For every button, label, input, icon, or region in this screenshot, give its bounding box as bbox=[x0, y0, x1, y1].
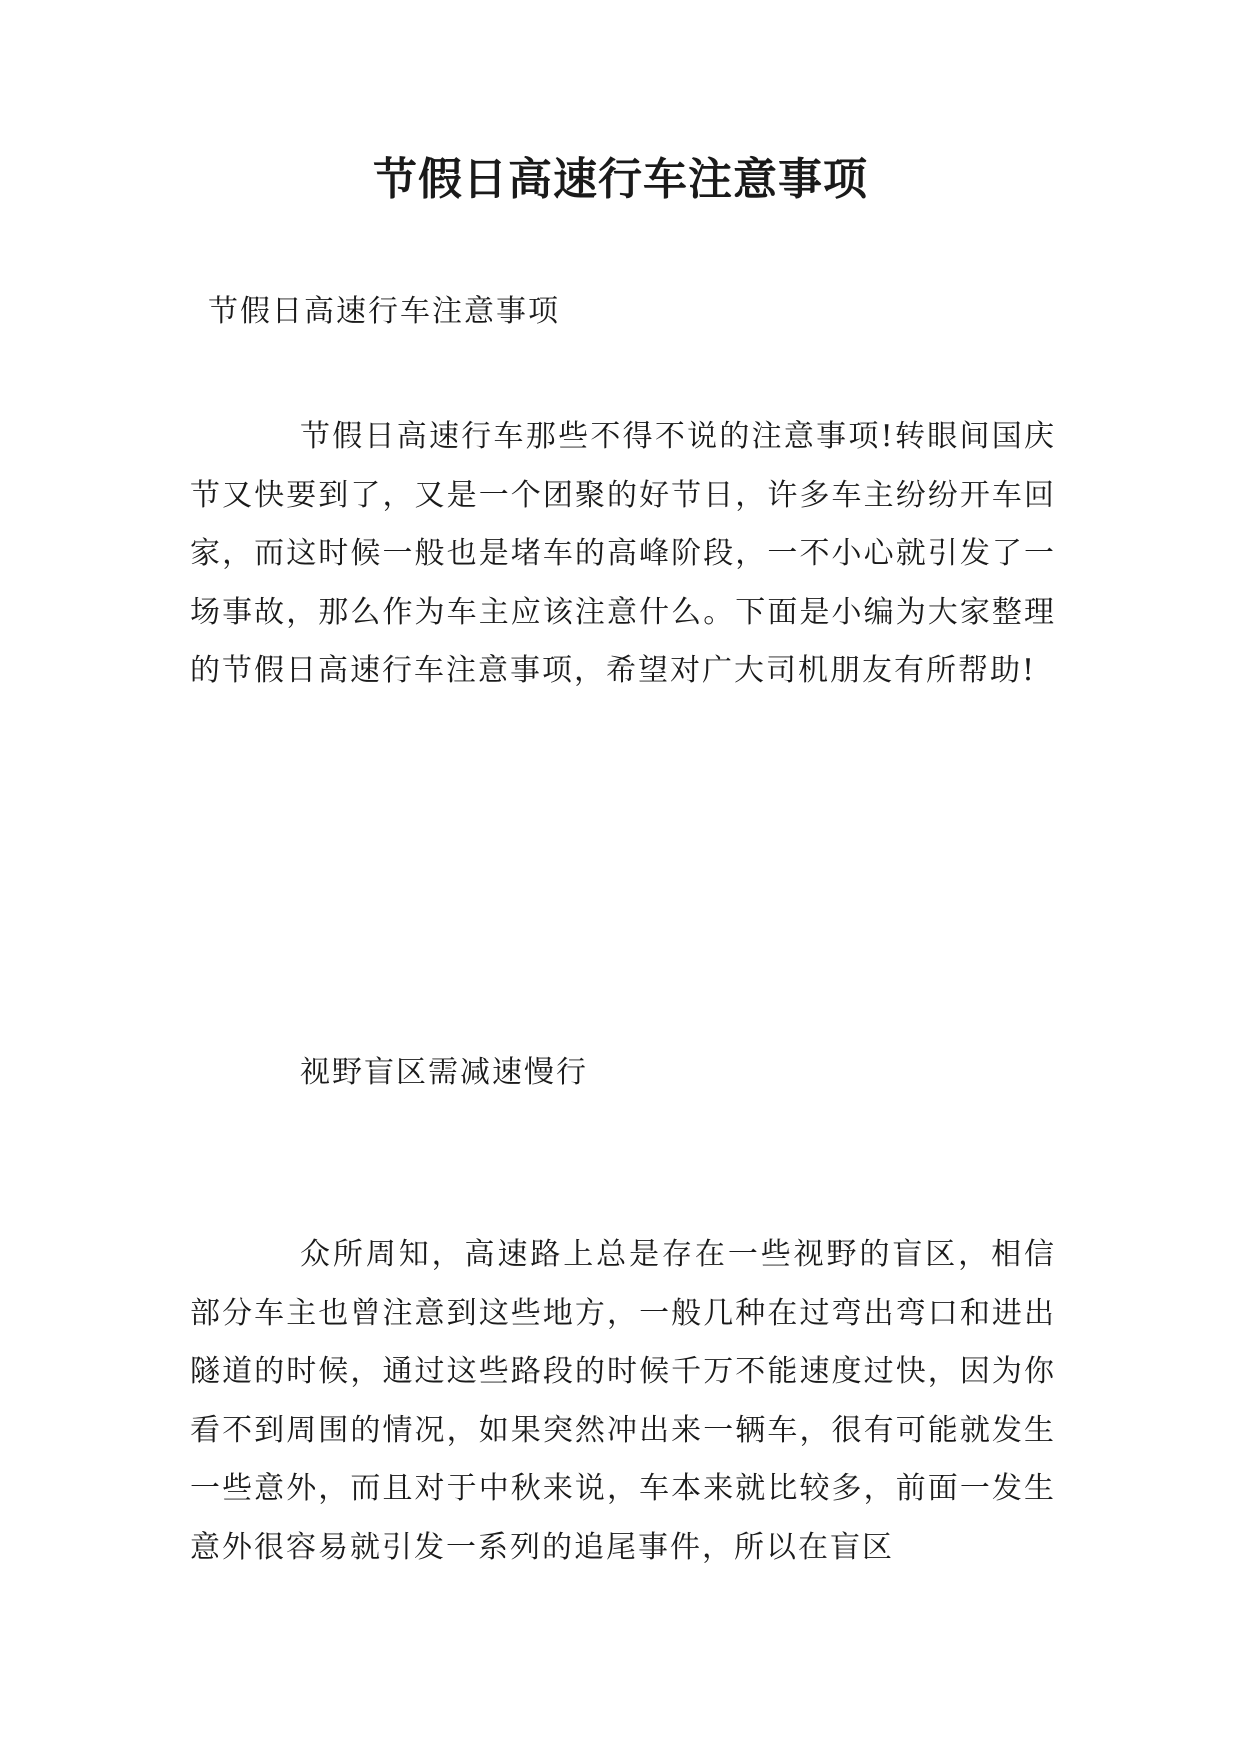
section-paragraph: 众所周知，高速路上总是存在一些视野的盲区，相信部分车主也曾注意到这些地方，一般几种在过弯出弯口和进出隧道的时候，通过这些路段的时候千万不能速度过快，因为你看不到周围的情况，如果突然冲出来一辆车，很有可能就发生一些意外，而且对于中秋来说，车本来就比较多，前面一发生意外很容易就引发一系列的追尾事件，所以在盲区 bbox=[190, 1237, 1056, 1565]
document-subtitle: 节假日高速行车注意事项 bbox=[208, 294, 560, 329]
document-title: 节假日高速行车注意事项 bbox=[373, 154, 868, 205]
intro-paragraph: 节假日高速行车那些不得不说的注意事项!转眼间国庆节又快要到了，又是一个团聚的好节日，许多车主纷纷开车回家，而这时候一般也是堵车的高峰阶段，一不小心就引发了一场事故，那么作为车主应该注意什么。下面是小编为大家整理的节假日高速行车注意事项，希望对广大司机朋友有所帮助! bbox=[190, 419, 1056, 689]
section-heading: 视野盲区需减速慢行 bbox=[300, 1055, 588, 1090]
